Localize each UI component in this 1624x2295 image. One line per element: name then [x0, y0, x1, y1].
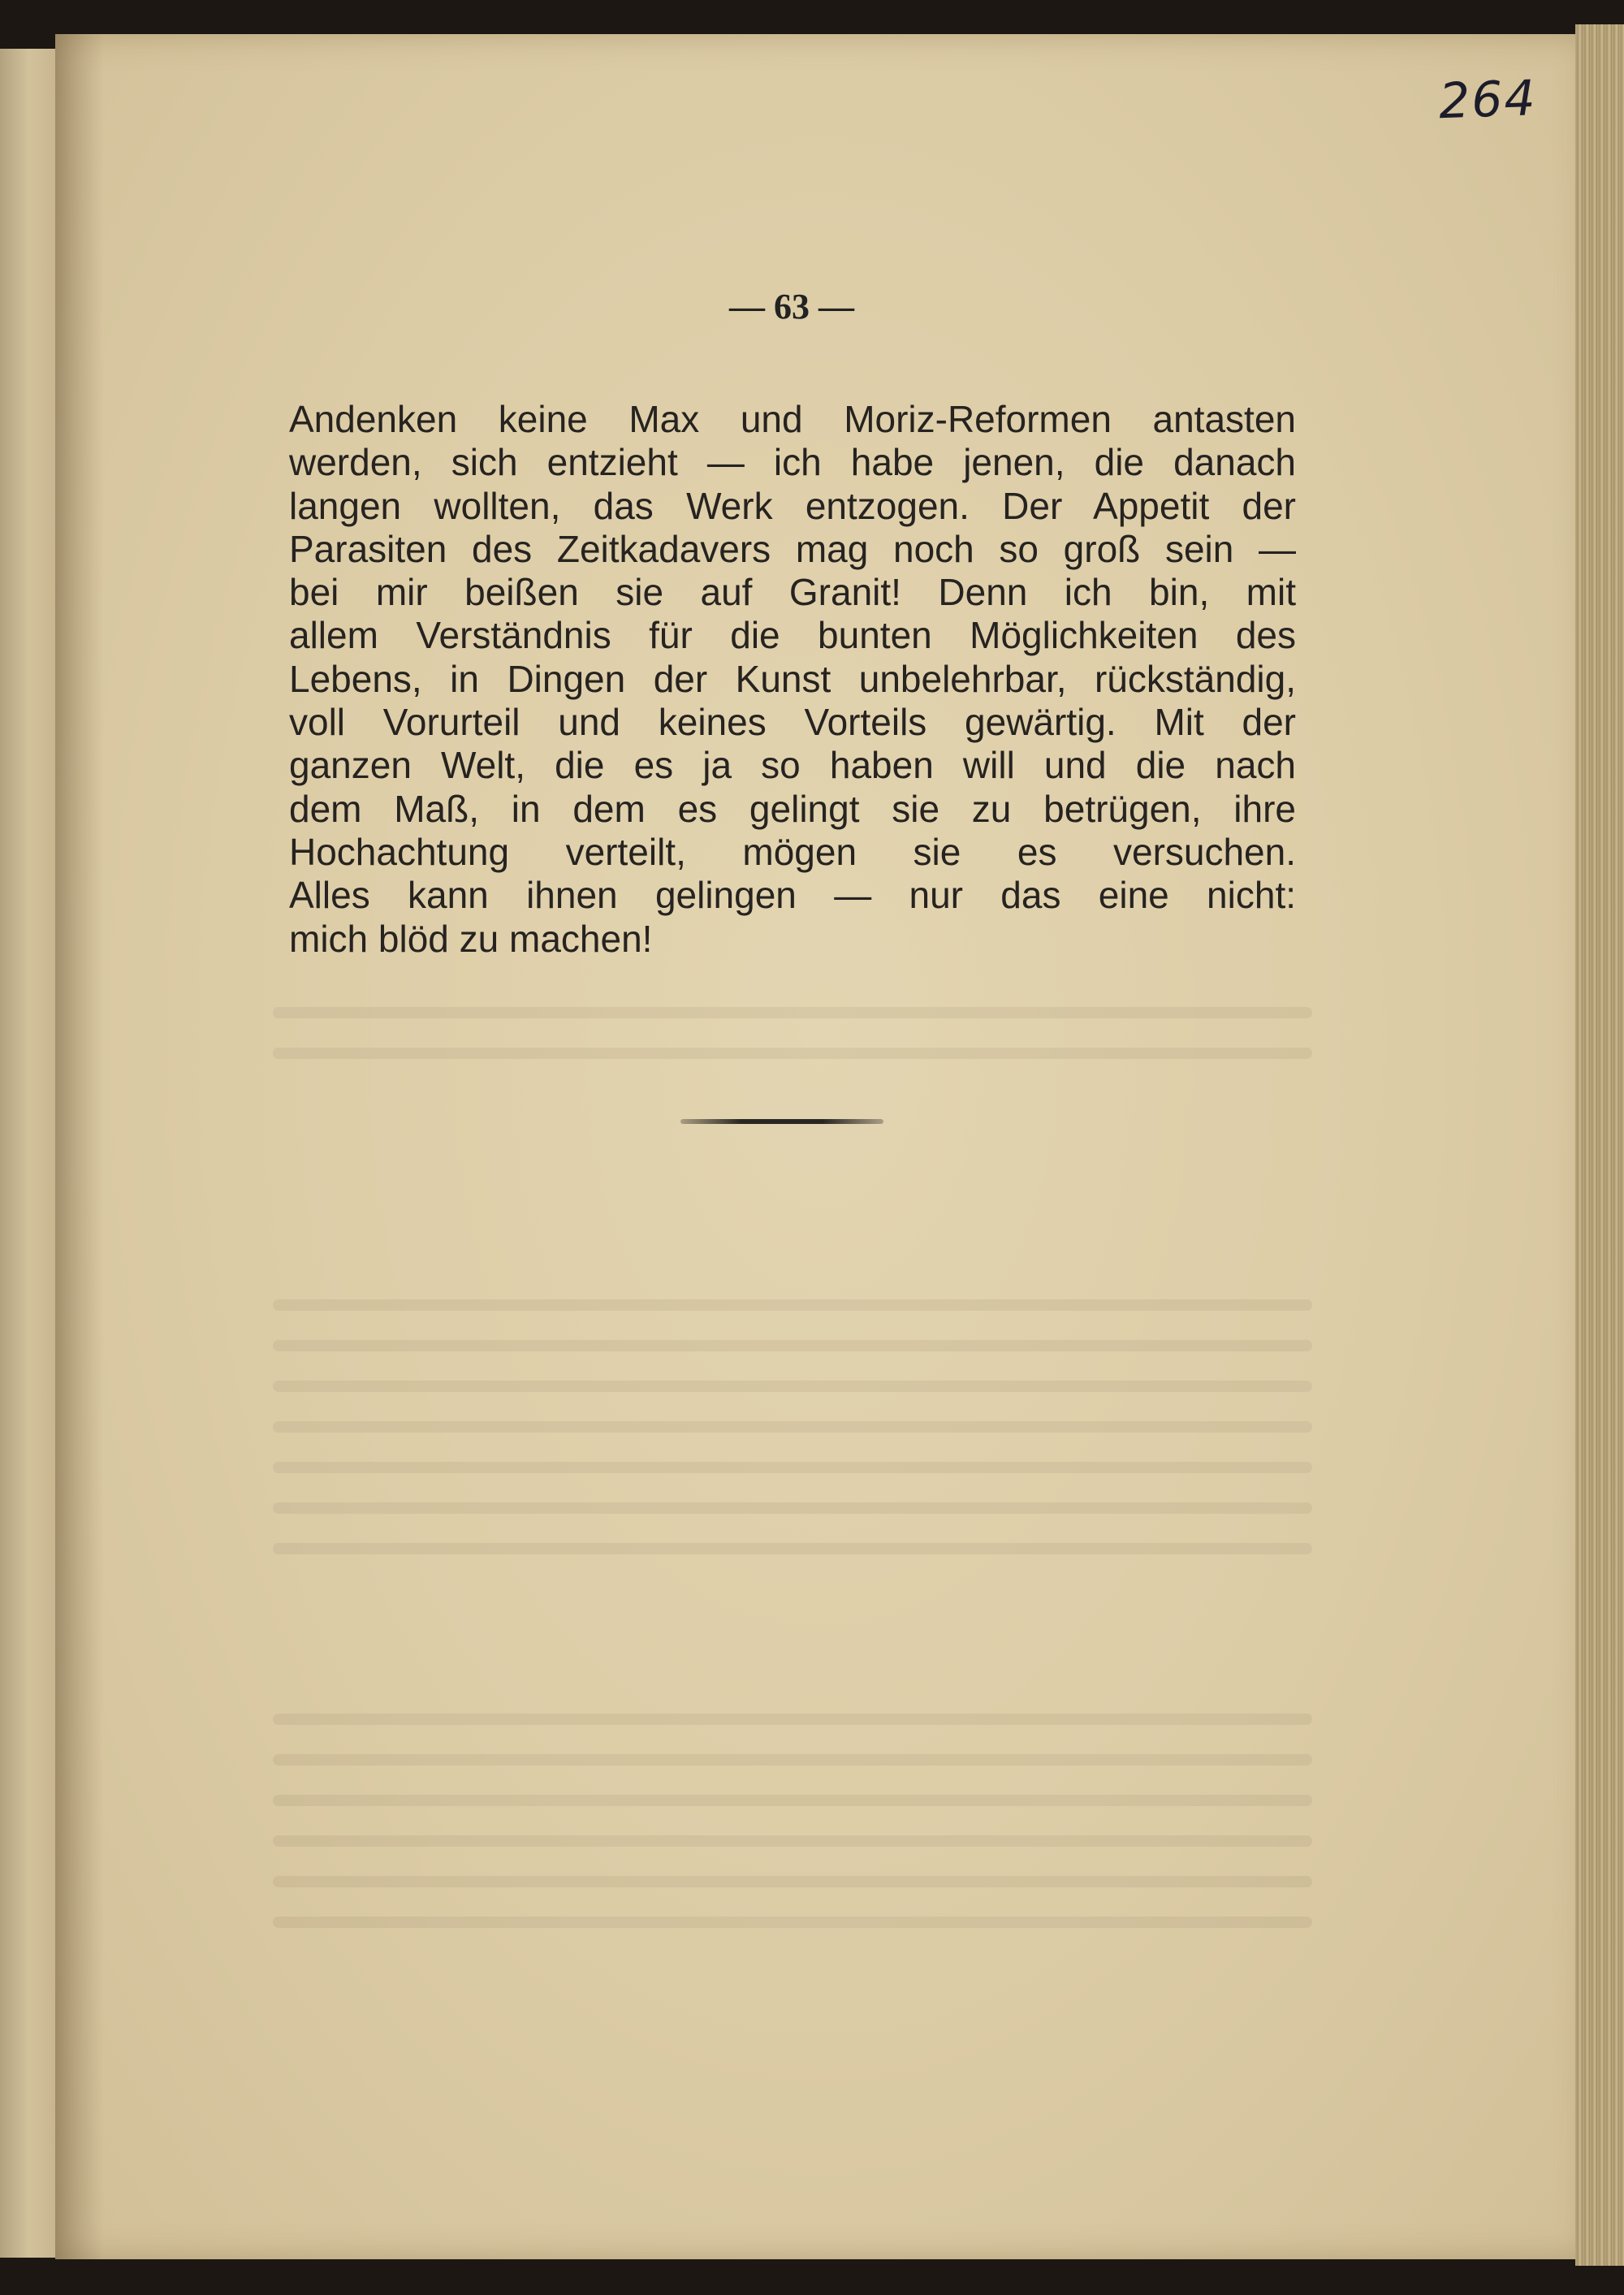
show-through-text	[273, 1876, 1312, 1887]
handwritten-folio-number: 264	[1437, 70, 1538, 131]
show-through-text	[273, 1462, 1312, 1473]
text-line: Lebens, in Dingen der Kunst unbelehrbar, rückständig,	[289, 657, 1296, 700]
section-end-rule	[680, 1119, 883, 1124]
show-through-text	[273, 1502, 1312, 1514]
body-text	[289, 398, 1296, 961]
text-line: allem Verständnis für die bunten Möglichkeiten des	[289, 614, 1296, 657]
show-through-text	[273, 1795, 1312, 1806]
page-number: — 63 —	[729, 287, 854, 326]
text-line: Hochachtung verteilt, mögen sie es versuchen.	[289, 830, 1296, 873]
show-through-text	[273, 1007, 1312, 1018]
text-line: Alles kann ihnen gelingen — nur das eine nicht:	[289, 874, 1296, 917]
show-through-text	[273, 1381, 1312, 1392]
show-through-text	[273, 1754, 1312, 1766]
show-through-text	[273, 1543, 1312, 1554]
gutter-shadow	[55, 34, 104, 2259]
show-through-text	[273, 1340, 1312, 1351]
text-line: werden, sich entzieht — ich habe jenen, die danach	[289, 441, 1296, 484]
page-stack-edge	[1575, 24, 1624, 2266]
text-line: dem Maß, in dem es gelingt sie zu betrügen, ihre	[289, 787, 1296, 830]
text-line: mich blöd zu machen!	[289, 917, 653, 960]
show-through-text	[273, 1714, 1312, 1725]
show-through-text	[273, 1048, 1312, 1059]
text-line: langen wollten, das Werk entzogen. Der Appetit der	[289, 484, 1296, 527]
show-through-text	[273, 1421, 1312, 1433]
text-line: Parasiten des Zeitkadavers mag noch so groß sein —	[289, 527, 1296, 570]
text-line: voll Vorurteil und keines Vorteils gewärtig. Mit der	[289, 701, 1296, 744]
show-through-text	[273, 1299, 1312, 1311]
text-line: bei mir beißen sie auf Granit! Denn ich bin, mit	[289, 571, 1296, 614]
show-through-text	[273, 1835, 1312, 1847]
text-line: ganzen Welt, die es ja so haben will und die nach	[289, 744, 1296, 787]
text-line: Andenken keine Max und Moriz-Reformen antasten	[289, 398, 1296, 440]
show-through-text	[273, 1917, 1312, 1928]
